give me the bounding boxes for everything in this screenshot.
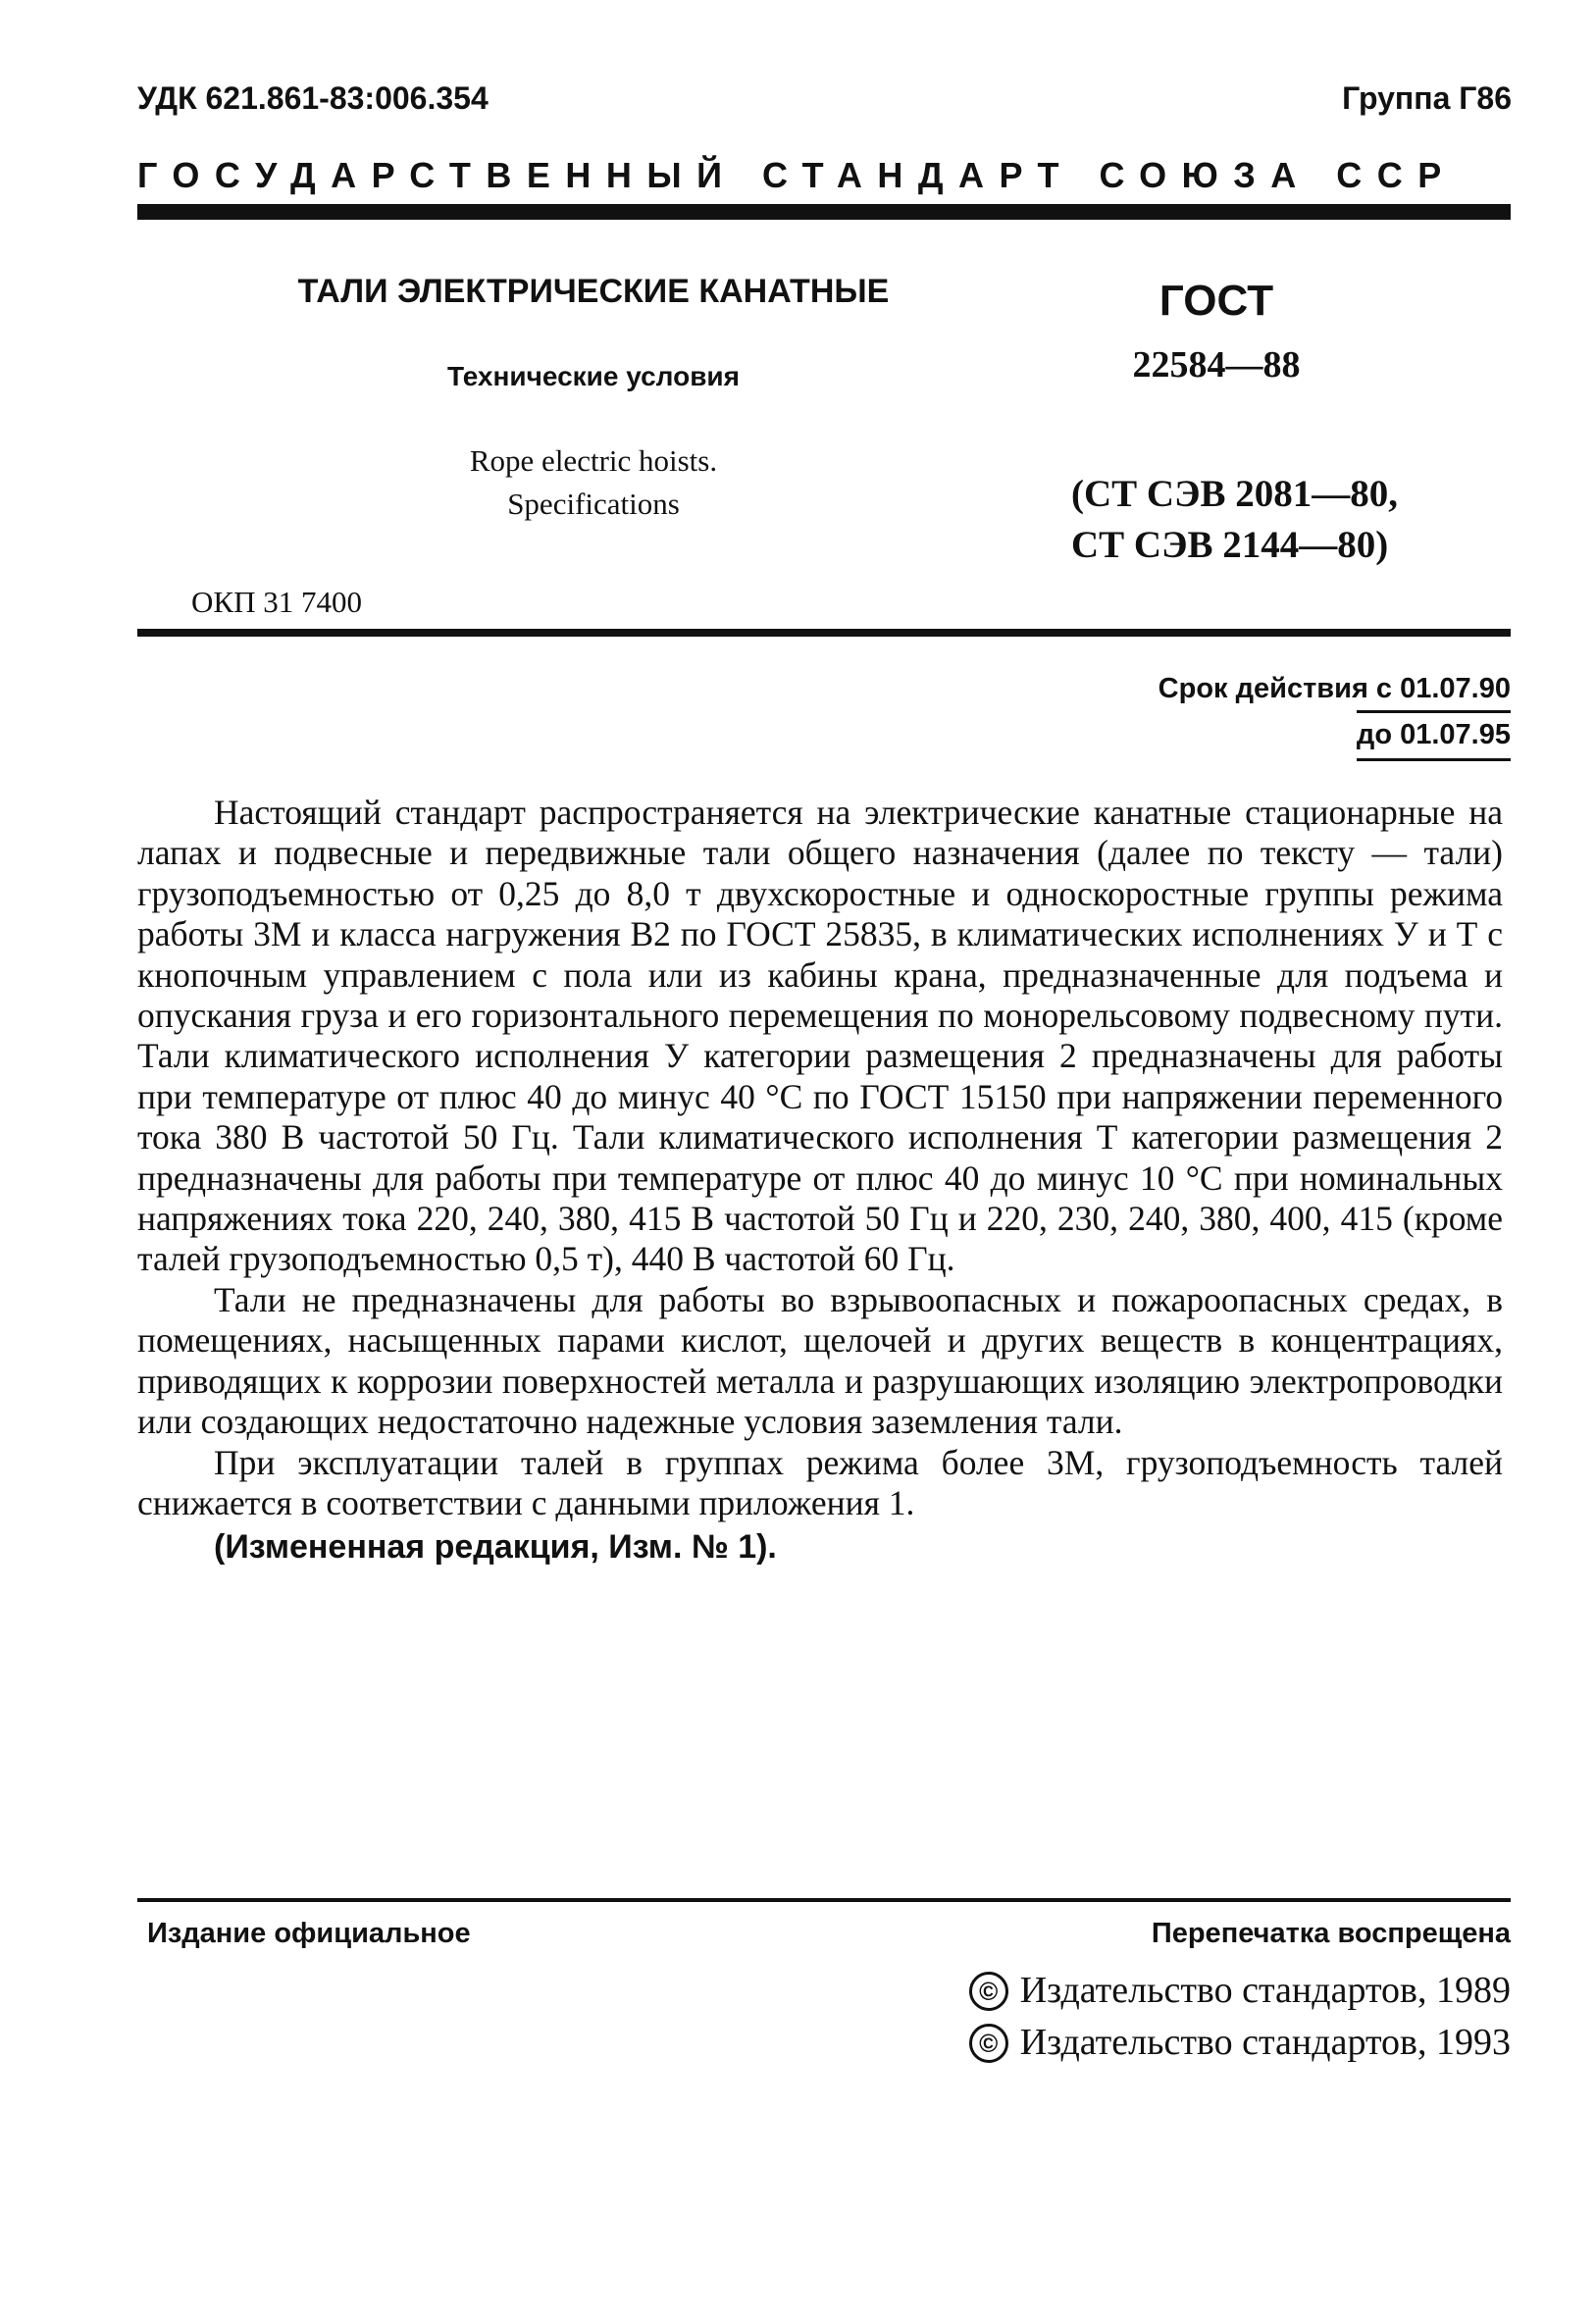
paragraph-scope: Настоящий стандарт распространяется на электрические канатные стационарные на лапах и подвесные и передвижные тали общего назначения (далее по тексту — тали) грузоподъемностью от 0,25 до 8,0 т двухскоростные и односкоростные группы режима работы 3М и класса нагружения В2 по ГОСТ 25835, в климатических исполнениях У и Т с кнопочным управлением с пола или из кабины крана, предназначенные для подъема и опускания груза и его горизонтального перемещения по монорельсовому подвесному пути. Тали климатического исполнения У категории размещения 2 предназначены для работы при температуре от плюс 40 до минус 40 °С по ГОСТ 15150 при напряжении переменного тока 380 В частотой 50 Гц. Тали климатического исполнения Т категории размещения 2 предназначены для работы при температуре от плюс 40 до минус 10 °С при номинальных напряжениях тока 220, 240, 380, 415 В частотой 50 Гц и 220, 230, 240, 380, 400, 415 (кроме талей грузоподъемностью 0,5 т), 440 В частотой 60 Гц. bbox=[137, 793, 1503, 1279]
header-rule bbox=[137, 204, 1511, 220]
footer-rule bbox=[137, 1898, 1511, 1902]
body-text bbox=[137, 793, 1503, 1569]
state-standard-header: ГОСУДАРСТВЕННЫЙ СТАНДАРТ СОЮЗА ССР bbox=[137, 155, 1457, 195]
english-title-line2: Specifications bbox=[507, 487, 680, 521]
udk-code: УДК 621.861-83:006.354 bbox=[137, 80, 489, 116]
paragraph-restrictions: Тали не предназначены для работы во взрывоопасных и пожароопасных средах, в помещениях, насыщенных парами кислот, щелочей и других веществ в концентрациях, приводящих к коррозии поверхностей металла и разрушающих изоляцию электропроводки или создающих недостаточно надежные условия заземления тали. bbox=[137, 1279, 1503, 1442]
amendment-note: (Измененная редакция, Изм. № 1). bbox=[214, 1528, 777, 1567]
st-sev-line2: СТ СЭВ 2144—80) bbox=[1071, 524, 1389, 566]
english-title bbox=[137, 439, 1050, 526]
copyright-block bbox=[969, 1965, 1511, 2069]
official-edition: Издание официальное bbox=[147, 1918, 471, 1949]
document-title: ТАЛИ ЭЛЕКТРИЧЕСКИЕ КАНАТНЫЕ bbox=[297, 273, 890, 310]
group-code: Группа Г86 bbox=[1342, 80, 1512, 116]
copyright-icon: © bbox=[969, 2024, 1008, 2063]
copyright-line-1993 bbox=[969, 2017, 1511, 2069]
validity-to: до 01.07.95 bbox=[1357, 710, 1511, 761]
paragraph-capacity: При эксплуатации талей в группах режима более 3М, грузоподъемность талей снижается в соответствии с данными приложения 1. bbox=[137, 1442, 1503, 1522]
copyright-text-1993: Издательство стандартов, 1993 bbox=[1019, 2022, 1511, 2063]
reprint-prohibited: Перепечатка воспрещена bbox=[1151, 1918, 1511, 1949]
validity-from: Срок действия с 01.07.90 bbox=[1158, 673, 1511, 704]
copyright-line-1989 bbox=[969, 1965, 1511, 2017]
english-title-line1: Rope electric hoists. bbox=[469, 443, 718, 478]
okp-code: ОКП 31 7400 bbox=[191, 585, 362, 619]
copyright-icon: © bbox=[969, 1972, 1008, 2011]
copyright-text-1989: Издательство стандартов, 1989 bbox=[1019, 1970, 1511, 2011]
st-sev-reference bbox=[1071, 469, 1398, 571]
document-subtitle: Технические условия bbox=[447, 361, 740, 391]
validity-period bbox=[1158, 667, 1511, 761]
title-rule bbox=[137, 629, 1511, 637]
st-sev-line1: (СТ СЭВ 2081—80, bbox=[1071, 473, 1399, 515]
gost-number: 22584—88 bbox=[1132, 344, 1301, 386]
gost-label: ГОСТ bbox=[1158, 277, 1274, 325]
